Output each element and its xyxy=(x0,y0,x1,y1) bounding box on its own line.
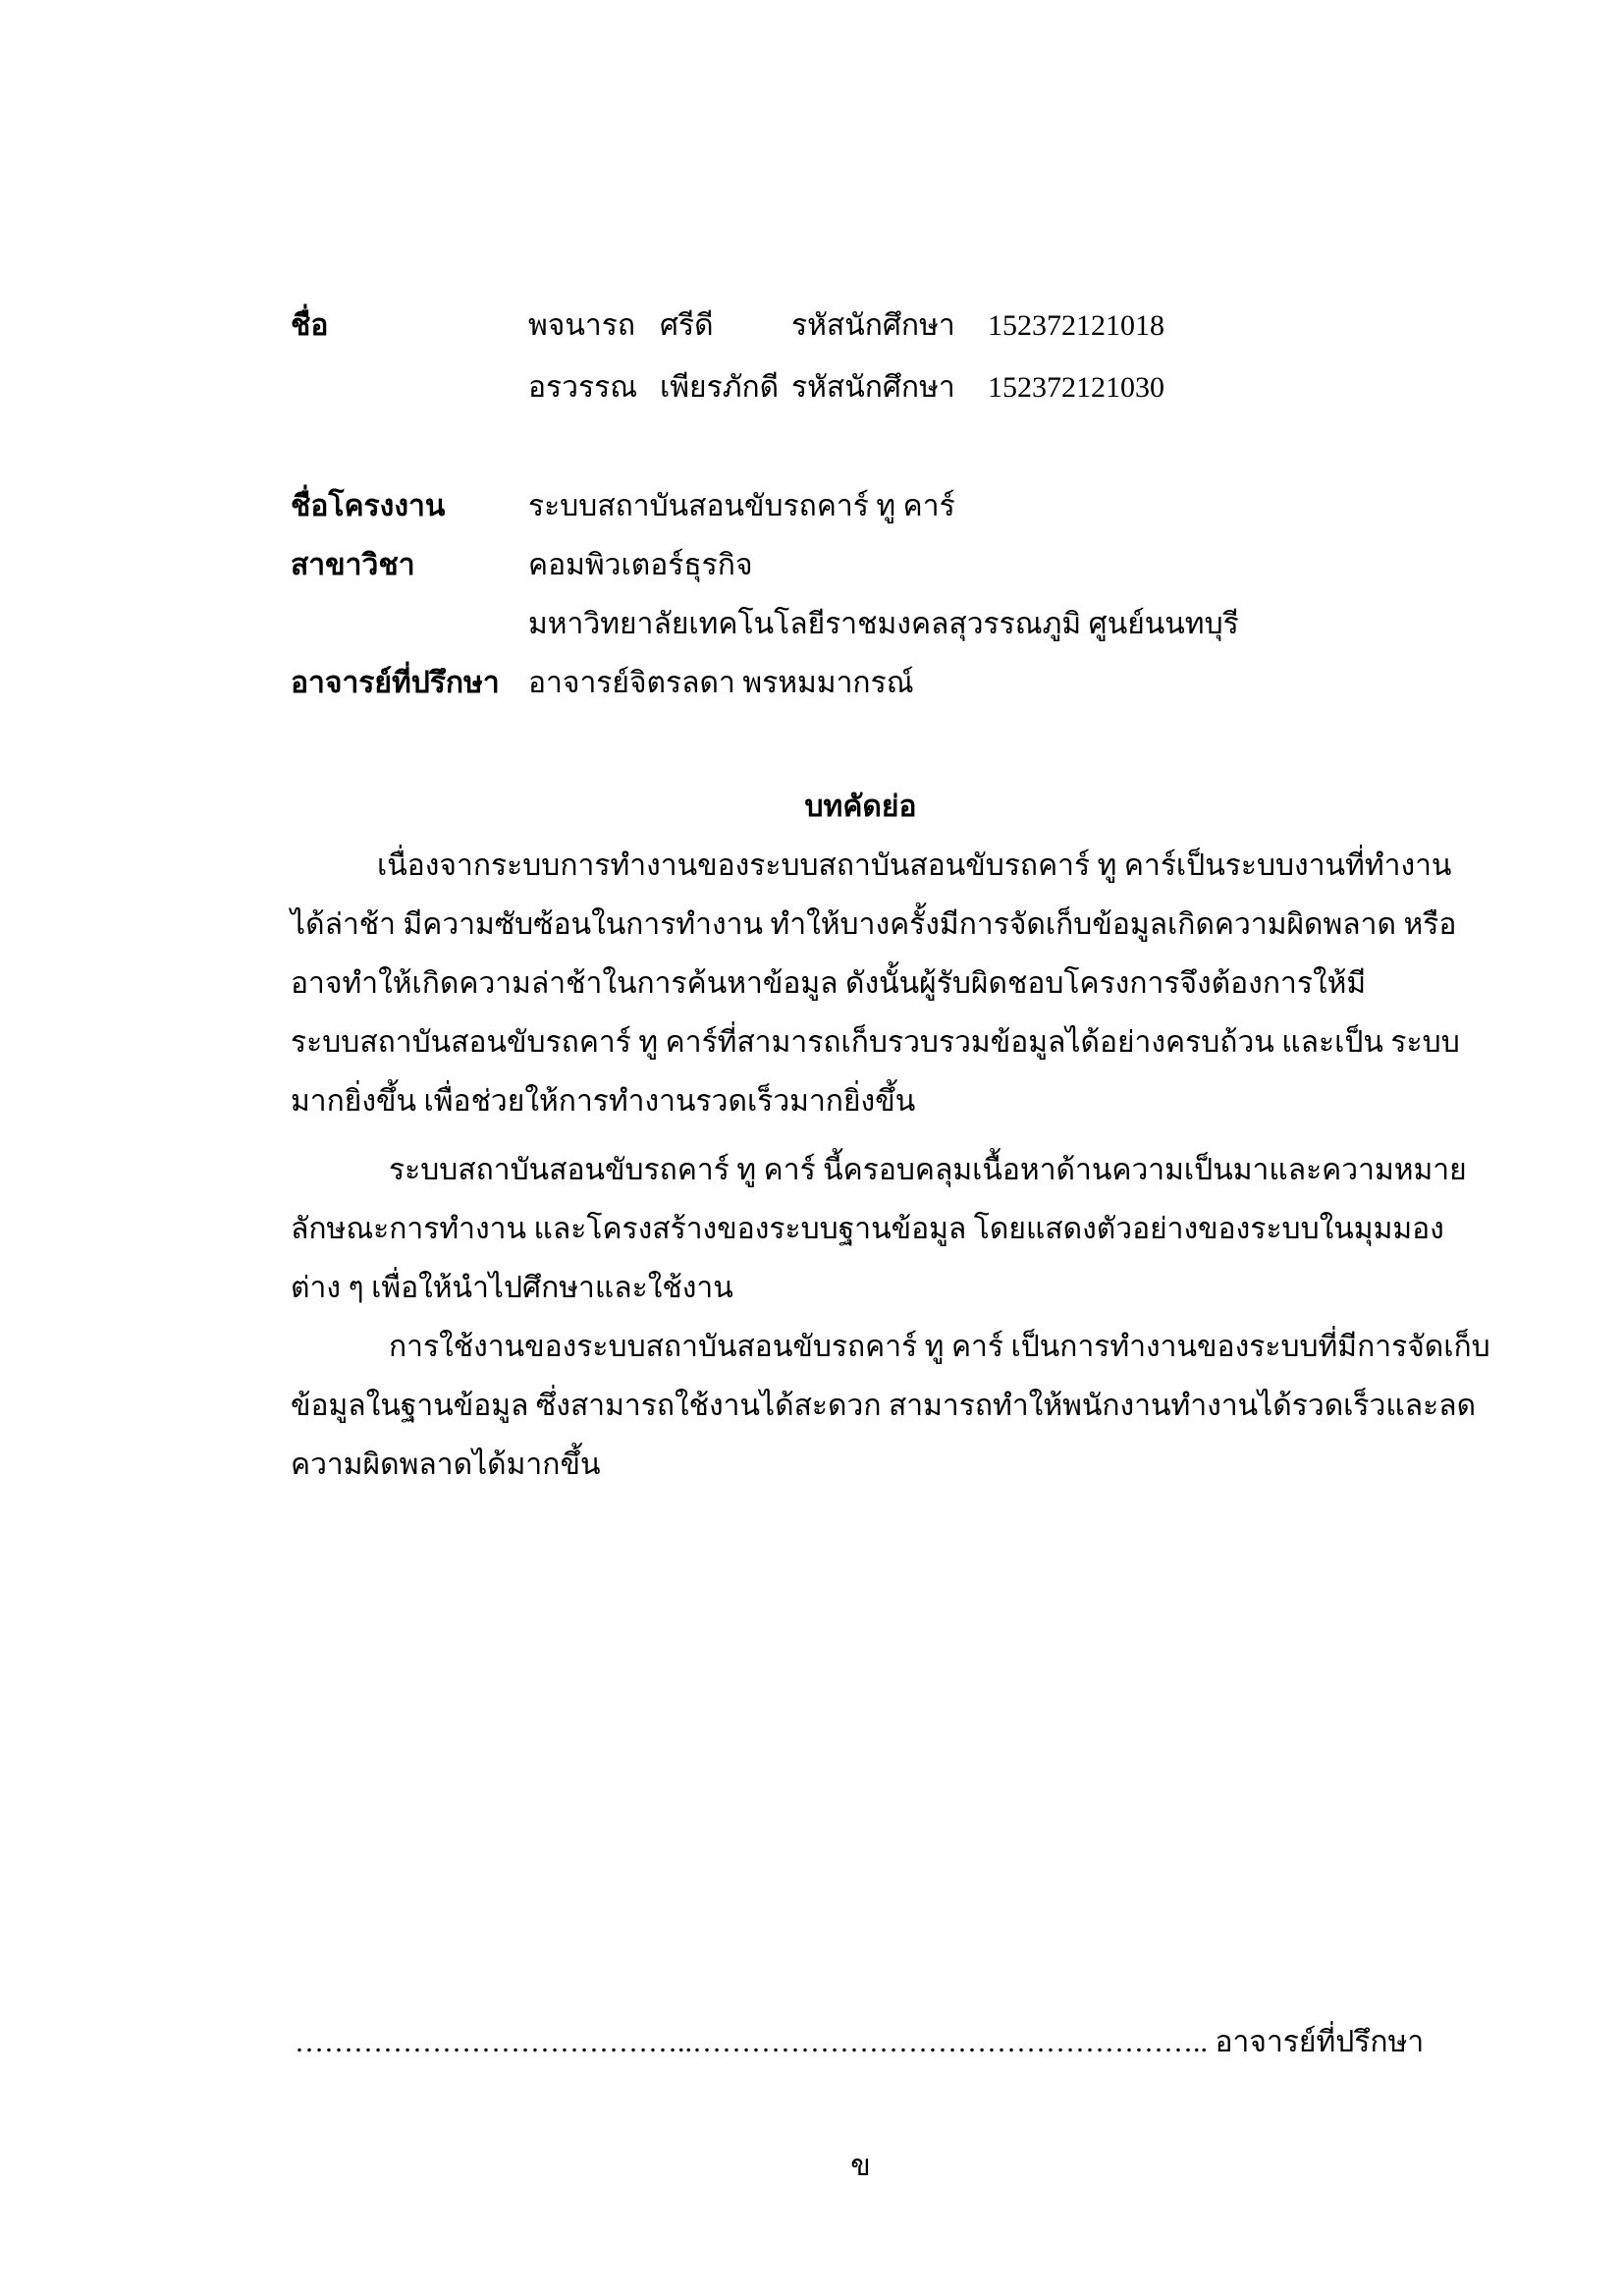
student1-last-name: ศรีดี xyxy=(660,309,714,342)
abstract-line: ได้ล่าช้า มีความซับซ้อนในการทำงาน ทำให้บางครั้งมีการจัดเก็บข้อมูลเกิดความผิดพลาด หรือ xyxy=(291,908,1457,941)
abstract-line: ต่าง ๆ เพื่อให้นำไปศึกษาและใช้งาน xyxy=(291,1272,733,1304)
abstract-line: เนื่องจากระบบการทำงานของระบบสถาบันสอนขับรถคาร์ ทู คาร์เป็นระบบงานที่ทำงาน xyxy=(377,849,1452,882)
student2-first-name: อรวรรณ xyxy=(528,371,638,404)
advisor-label: อาจารย์ที่ปรึกษา xyxy=(291,667,500,699)
abstract-line: ข้อมูลในฐานข้อมูล ซึ่งสามารถใช้งานได้สะดวก สามารถทำให้พนักงานทำงานได้รวดเร็วและลด xyxy=(291,1390,1477,1422)
abstract-line: ลักษณะการทำงาน และโครงสร้างของระบบฐานข้อมูล โดยแสดงตัวอย่างของระบบในมุมมอง xyxy=(291,1213,1444,1245)
student2-id: 152372121030 xyxy=(988,371,1164,404)
project-label: ชื่อโครงงาน xyxy=(291,490,446,522)
abstract-line: อาจทำให้เกิดความล่าช้าในการค้นหาข้อมูล ดังนั้นผู้รับผิดชอบโครงการจึงต้องการให้มี xyxy=(291,967,1367,1000)
major-value: คอมพิวเตอร์ธุรกิจ xyxy=(528,549,753,581)
name-label: ชื่อ xyxy=(291,309,329,342)
advisor-value: อาจารย์จิตรลดา พรหมมากรณ์ xyxy=(528,667,914,699)
abstract-line: การใช้งานของระบบสถาบันสอนขับรถคาร์ ทู คาร์ เป็นการทำงานของระบบที่มีการจัดเก็บ xyxy=(389,1331,1490,1363)
advisor-signature-line xyxy=(295,2023,1424,2062)
abstract-line: มากยิ่งขึ้น เพื่อช่วยให้การทำงานรวดเร็วมากยิ่งขึ้น xyxy=(291,1085,916,1118)
abstract-title: บทคัดย่อ xyxy=(804,791,917,823)
project-value: ระบบสถาบันสอนขับรถคาร์ ทู คาร์ xyxy=(528,490,955,522)
university-name: มหาวิทยาลัยเทคโนโลยีราชมงคลสุวรรณภูมิ ศูนย์นนทบุรี xyxy=(528,608,1239,640)
student1-id: 152372121018 xyxy=(988,309,1164,342)
abstract-line: ระบบสถาบันสอนขับรถคาร์ ทู คาร์ที่สามารถเก็บรวบรวมข้อมูลได้อย่างครบถ้วน และเป็น ระบบ xyxy=(291,1026,1460,1059)
student2-id-label: รหัสนักศึกษา xyxy=(791,371,955,404)
student1-first-name: พจนารถ xyxy=(528,309,635,342)
abstract-line: ความผิดพลาดได้มากขึ้น xyxy=(291,1449,601,1481)
abstract-line: ระบบสถาบันสอนขับรถคาร์ ทู คาร์ นี้ครอบคลุมเนื้อหาด้านความเป็นมาและความหมาย xyxy=(389,1154,1467,1186)
major-label: สาขาวิชา xyxy=(291,549,415,581)
page-number: ข xyxy=(850,2150,871,2182)
signature-label: อาจารย์ที่ปรึกษา xyxy=(1215,2026,1425,2058)
signature-dots: …………………………………..…………………………………………….. xyxy=(295,2026,1216,2058)
student1-id-label: รหัสนักศึกษา xyxy=(791,309,955,342)
student2-last-name: เพียรภักดี xyxy=(660,371,780,404)
